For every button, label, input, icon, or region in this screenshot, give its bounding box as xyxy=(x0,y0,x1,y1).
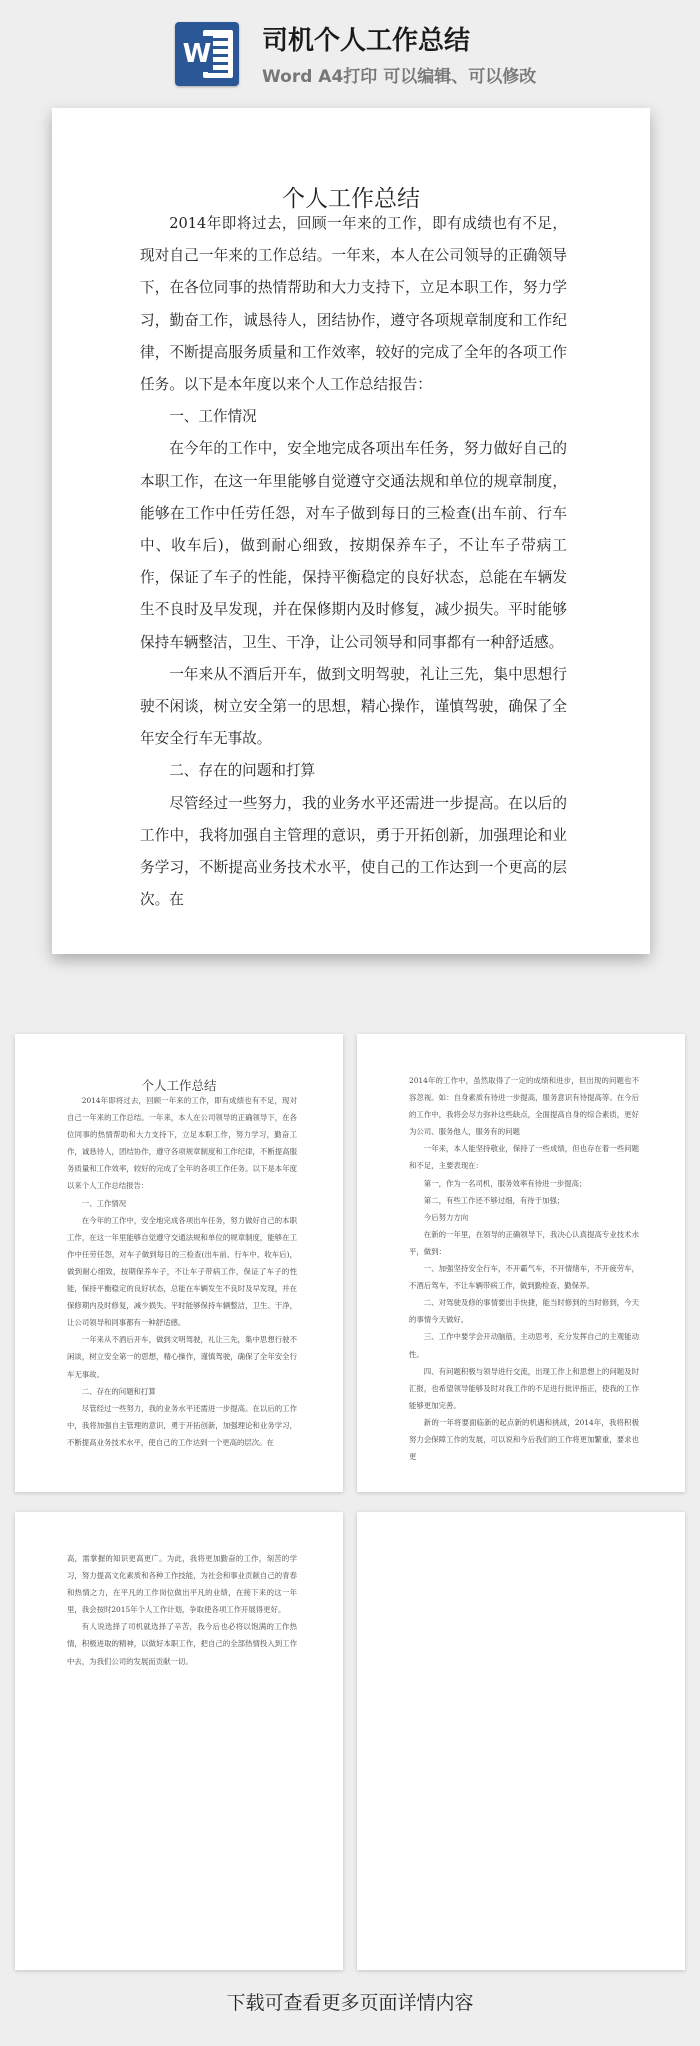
paragraph-intro: 2014年即将过去，回顾一年来的工作，即有成绩也有不足，现对自己一年来的工作总结。一年来，本人在公司领导的正确领导下，在各位同事的热情帮助和大力支持下，立足本职工作，努力学习，勤奋工作，诚恳待人，团结协作，遵守各项规章制度和工作纪律，不断提高服务质量和工作效率，较好的完成了全年的各项工作任务。以下是本年度以来个人工作总结报告： xyxy=(140,215,567,394)
thumbnail-paragraph: 有人说选择了司机就选择了辛苦，我今后也必将以饱满的工作热情，积极进取的精神，以做好本职工作，把自己的全部热情投入到工作中去，为我们公司的发展而贡献一切。 xyxy=(67,1622,297,1666)
thumbnail-paragraph: 二、对驾驶及修的事情要出手快捷，能当时修到的当时修到，今天的事情今天做好。 xyxy=(409,1298,639,1325)
paragraph-plans: 尽管经过一些努力，我的业务水平还需进一步提高。在以后的工作中，我将加强自主管理的意识，勇于开拓创新，加强理论和业务学习，不断提高业务技术水平，使自己的工作达到一个更高的层次。在 xyxy=(140,794,567,909)
thumbnail-paragraph: 一年来从不酒后开车，做到文明驾驶，礼让三先，集中思想行驶不闲谈，树立安全第一的思想，精心操作，谨慎驾驶，确保了全年安全行车无事故。 xyxy=(67,1335,297,1379)
page-title: 司机个人工作总结 xyxy=(262,26,471,56)
thumbnail-paragraph: 高，需掌握的知识更高更广。为此，我将更加勤奋的工作，刻苦的学习，努力提高文化素质和各种工作技能，为社会和事业贡献自己的青春和热情之力，在平凡的工作岗位做出平凡的业绩，在接下来的这一年里，我会按时2015年个人工作计划，争取使各项工作开展得更好。 xyxy=(67,1554,297,1615)
thumbnail-paragraph: 一年来，本人能坚持敬业，保持了一些成绩，但也存在着一些问题和不足，主要表现在： xyxy=(409,1144,639,1171)
paragraph-safe-driving: 一年来从不酒后开车，做到文明驾驶，礼让三先，集中思想行驶不闲谈，树立安全第一的思想，精心操作，谨慎驾驶，确保了全年安全行车无事故。 xyxy=(140,665,567,748)
thumbnail-page-3[interactable] xyxy=(15,1512,343,1970)
heading-problems-plans: 二、存在的问题和打算 xyxy=(169,762,316,780)
thumbnail-paragraph: 2014年即将过去，回顾一年来的工作，即有成绩也有不足，现对自己一年来的工作总结。一年来，本人在公司领导的正确领导下，在各位同事的热情帮助和大力支持下，立足本职工作，努力学习，勤奋工作，诚恳待人，团结协作，遵守各项规章制度和工作纪律，不断提高服务质量和工作效率，较好的完成了全年的各项工作任务。以下是本年度以来个人工作总结报告： xyxy=(67,1096,297,1191)
download-more-link[interactable]: 下载可查看更多页面详情内容 xyxy=(226,1992,474,2014)
word-icon-letter: W xyxy=(181,36,213,72)
thumbnail-paragraph: 新的一年将要面临新的起点新的机遇和挑战，2014年，我将积极努力会保障工作的发展，可以说和今后我们的工作将更加繁重，要求也更 xyxy=(409,1417,639,1462)
thumbnail-page-4-blank[interactable] xyxy=(357,1512,685,1970)
thumbnail-paragraph: 第二，有些工作还不够过细，有待于加强； xyxy=(423,1195,565,1205)
thumbnail-title: 个人工作总结 xyxy=(141,1078,217,1093)
thumbnail-paragraph: 二、存在的问题和打算 xyxy=(81,1386,156,1396)
thumbnail-body xyxy=(409,1072,639,1465)
header xyxy=(0,0,700,100)
thumbnail-body xyxy=(67,1092,297,1451)
page-subtitle: Word A4打印 可以编辑、可以修改 xyxy=(262,67,537,87)
paragraph-work-details: 在今年的工作中，安全地完成各项出车任务，努力做好自己的本职工作，在这一年里能够自觉遵守交通法规和单位的规章制度，能够在工作中任劳任怨，对车子做到每日的三检查(出车前、行车中、收车后)，做到耐心细致，按期保养车子，不让车子带病工作，保证了车子的性能，保持平衡稳定的良好状态，总能在车辆发生不良时及早发现，并在保修期内及时修复，减少损失。平时能够保持车辆整洁，卫生、干净，让公司领导和同事都有一种舒适感。 xyxy=(140,440,567,651)
thumbnail-paragraph: 第一，作为一名司机，服务效率有待进一步提高； xyxy=(423,1178,587,1188)
thumbnail-page-1[interactable] xyxy=(15,1034,343,1492)
thumbnail-paragraph: 一、加强坚持安全行车，不开霸气车，不开情绪车，不开疲劳车，不酒后驾车，不让车辆带病工作，做到勤检查、勤保养。 xyxy=(409,1264,639,1291)
word-icon xyxy=(175,22,239,86)
thumbnail-paragraph: 四、有问题积极与领导进行交流，出现工作上和思想上的问题及时汇报，也希望领导能够及时对我工作的不足进行批评指正，使我的工作能够更加完善。 xyxy=(409,1366,639,1410)
thumbnail-paragraph: 在新的一年里，在领导的正确领导下，我决心认真提高专业技术水平，做到： xyxy=(409,1229,639,1256)
thumbnail-paragraph: 三、工作中要学会开动脑筋，主动思考，充分发挥自己的主观能动性。 xyxy=(409,1332,639,1359)
thumbnail-paragraph: 在今年的工作中，安全地完成各项出车任务，努力做好自己的本职工作，在这一年里能够自觉遵守交通法规和单位的规章制度，能够在工作中任劳任怨，对车子做到每日的三检查(出车前、行车中、收车后)，做到耐心细致，按期保养车子，不让车子带病工作，保证了车子的性能，保持平衡稳定的良好状态，总能在车辆发生不良时及早发现，并在保修期内及时修复，减少损失。平时能够保持车辆整洁，卫生、干净，让公司领导和同事都有一种舒适感。 xyxy=(67,1215,297,1328)
thumbnail-paragraph: 一、工作情况 xyxy=(81,1198,127,1208)
thumbnail-page-2[interactable] xyxy=(357,1034,685,1492)
thumbnail-paragraph: 2014年的工作中，虽然取得了一定的成绩和进步，但出现的问题也不容忽视。如：自身素质有待进一步提高，服务意识有待提高等。在今后的工作中，我将会尽力弥补这些缺点，全面提高自身的综合素质，更好为公司、服务他人，服务有的问题 xyxy=(409,1076,639,1137)
document-body xyxy=(140,208,567,916)
thumbnail-body xyxy=(67,1550,297,1670)
thumbnail-paragraph: 尽管经过一些努力，我的业务水平还需进一步提高。在以后的工作中，我将加强自主管理的意识，勇于开拓创新，加强理论和业务学习，不断提高业务技术水平，使自己的工作达到一个更高的层次。在 xyxy=(67,1403,297,1447)
document-title: 个人工作总结 xyxy=(282,186,420,212)
heading-work-status: 一、工作情况 xyxy=(169,408,257,426)
document-preview-page[interactable] xyxy=(52,108,650,954)
thumbnail-paragraph: 今后努力方向 xyxy=(423,1212,469,1222)
